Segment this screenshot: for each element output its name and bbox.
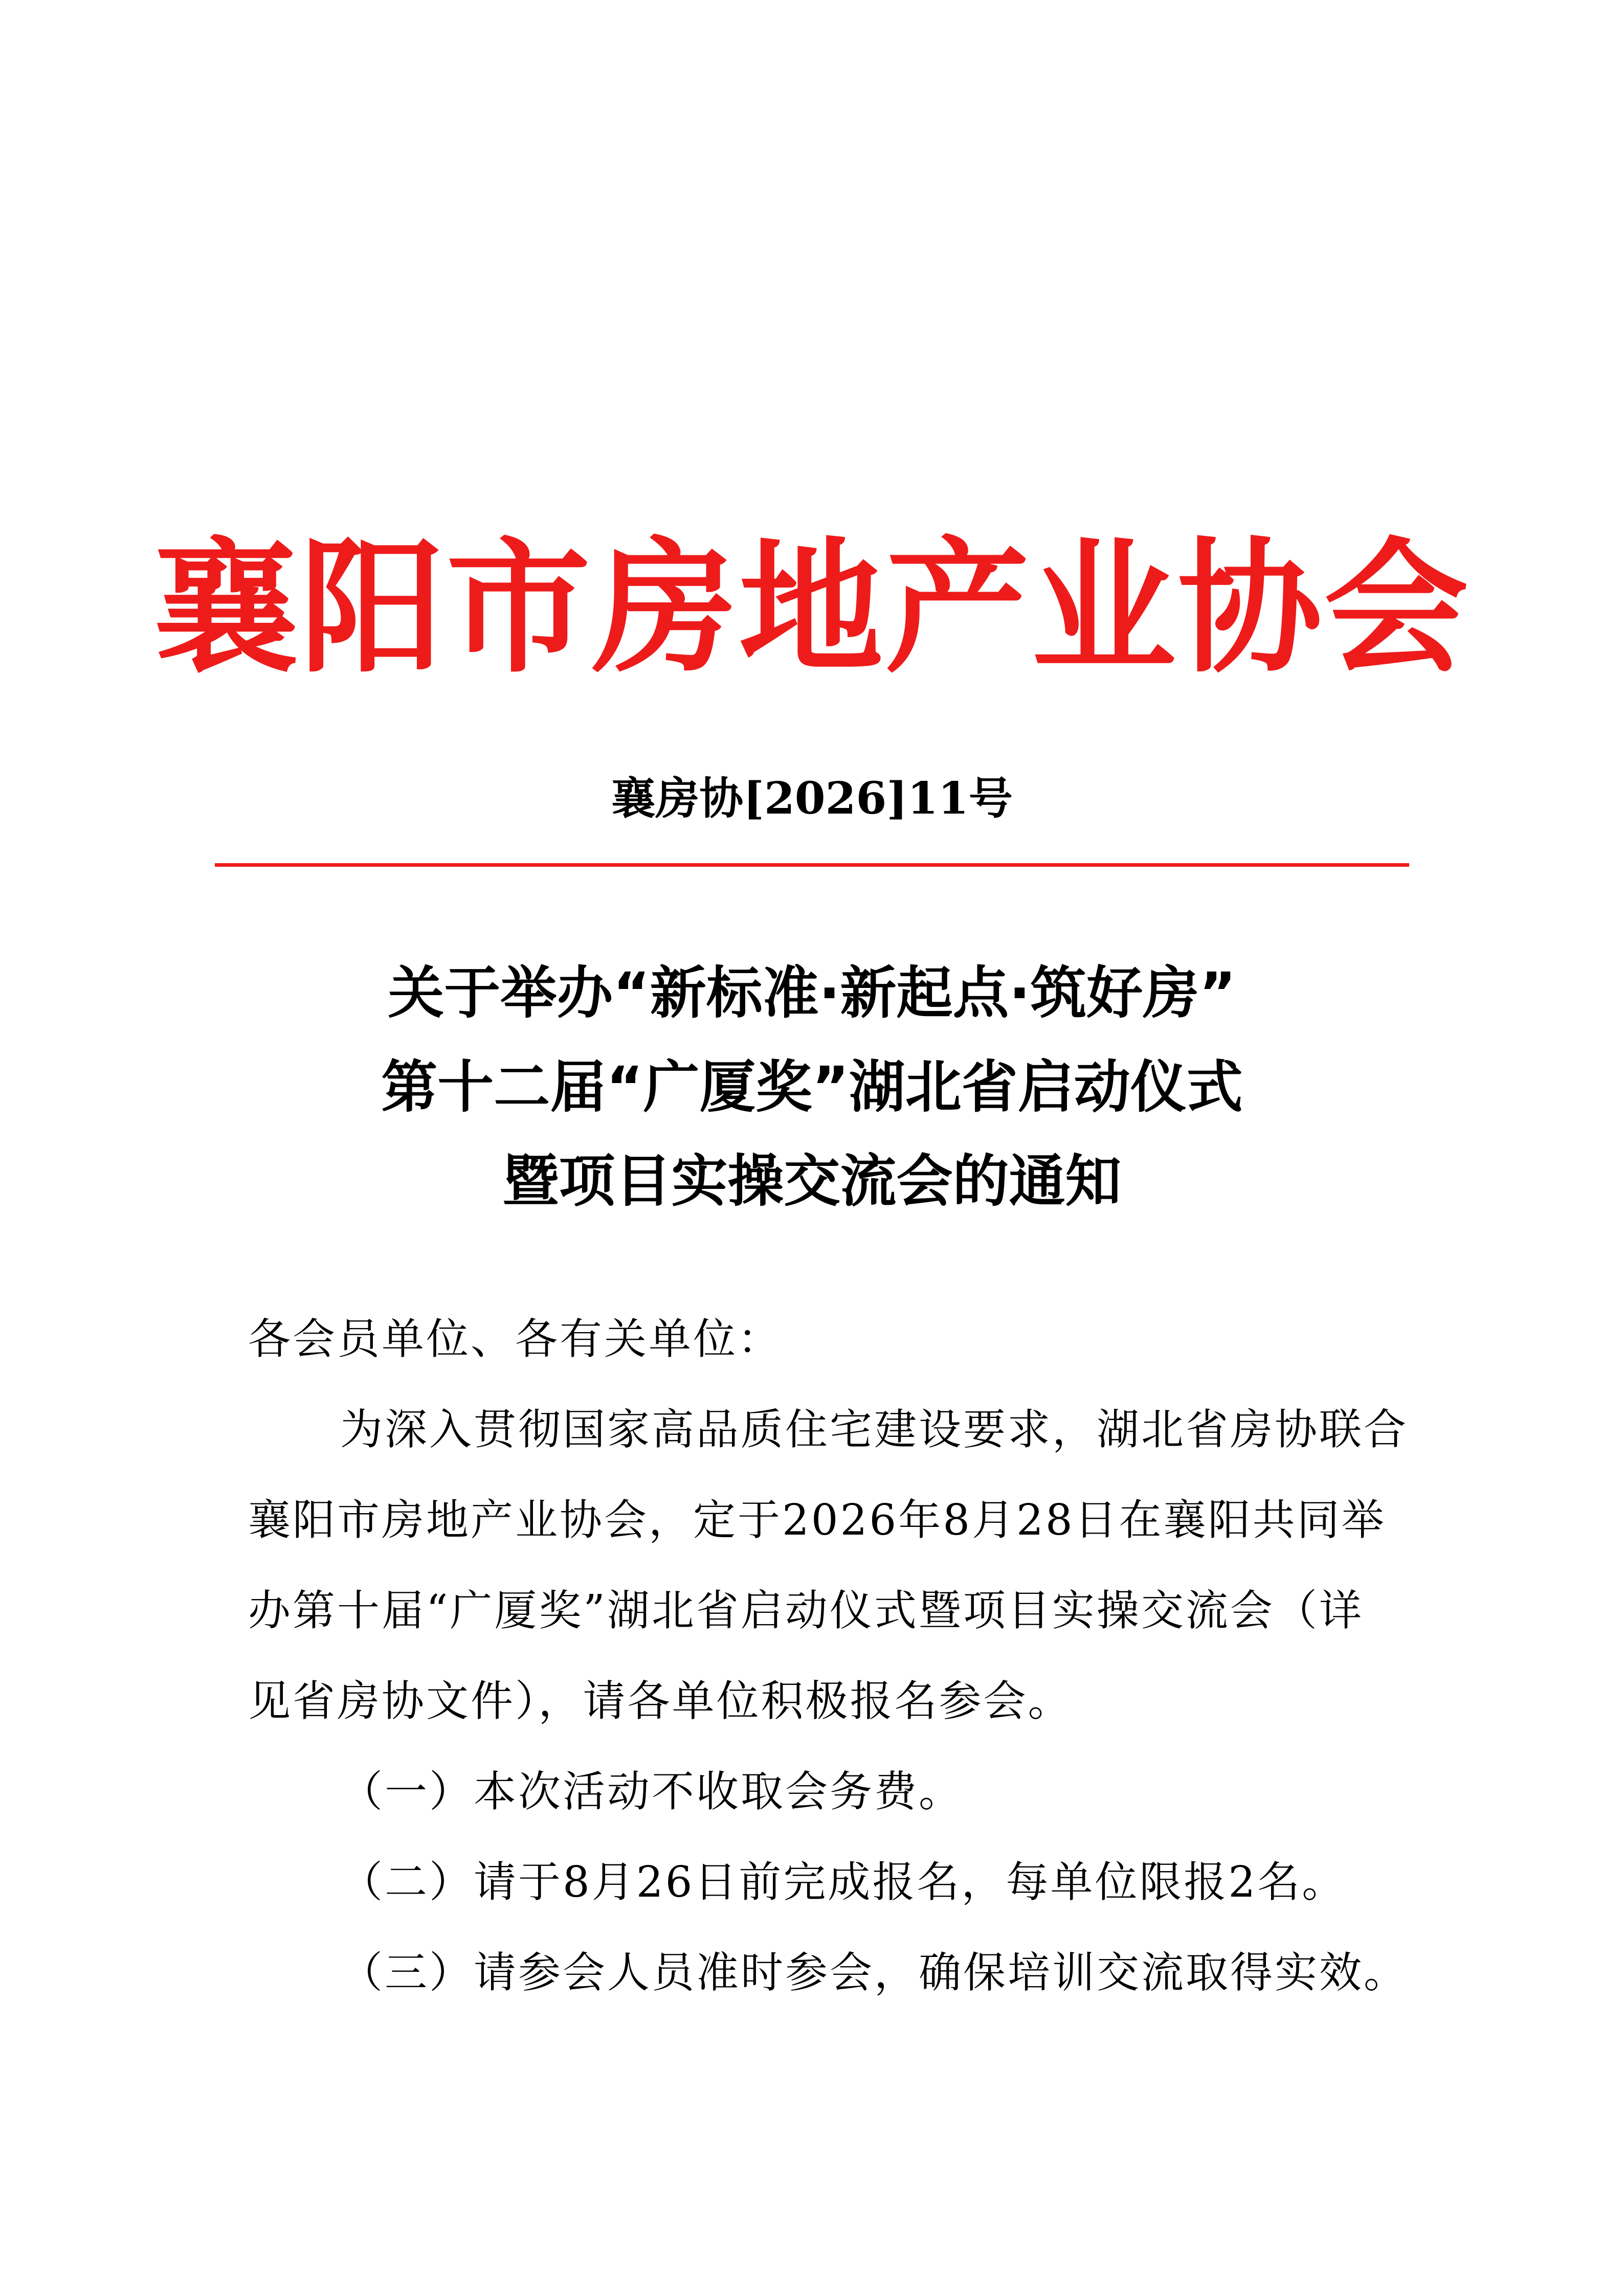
list-item: （一）本次活动不收取会务费。 xyxy=(340,1767,963,1816)
notice-body xyxy=(248,1294,1408,2018)
organization-header: 襄阳市房地产业协会 xyxy=(153,524,1471,692)
notice-title xyxy=(0,946,1624,1228)
title-line-3: 暨项目实操交流会的通知 xyxy=(502,1149,1122,1214)
title-line-2: 第十二届“广厦奖”湖北省启动仪式 xyxy=(381,1054,1243,1120)
paragraph-line: 为深入贯彻国家高品质住宅建设要求，湖北省房协联合 xyxy=(340,1405,1408,1454)
list-item: （二）请于8月26日前完成报名，每单位限报2名。 xyxy=(340,1857,1347,1907)
paragraph-line: 办第十届“广厦奖”湖北省启动仪式暨项目实操交流会（详 xyxy=(248,1586,1364,1635)
paragraph-line: 襄阳市房地产业协会，定于2026年8月28日在襄阳共同举 xyxy=(248,1495,1386,1545)
paragraph-line: 见省房协文件），请各单位积极报名参会。 xyxy=(248,1676,1073,1726)
red-divider-rule xyxy=(215,863,1409,867)
list-item: （三）请参会人员准时参会，确保培训交流取得实效。 xyxy=(340,1948,1408,1997)
title-line-1: 关于举办“新标准·新起点·筑好房” xyxy=(388,960,1236,1026)
document-number: 襄房协[2026]11号 xyxy=(611,773,1013,824)
salutation: 各会员单位、各有关单位： xyxy=(248,1314,782,1364)
